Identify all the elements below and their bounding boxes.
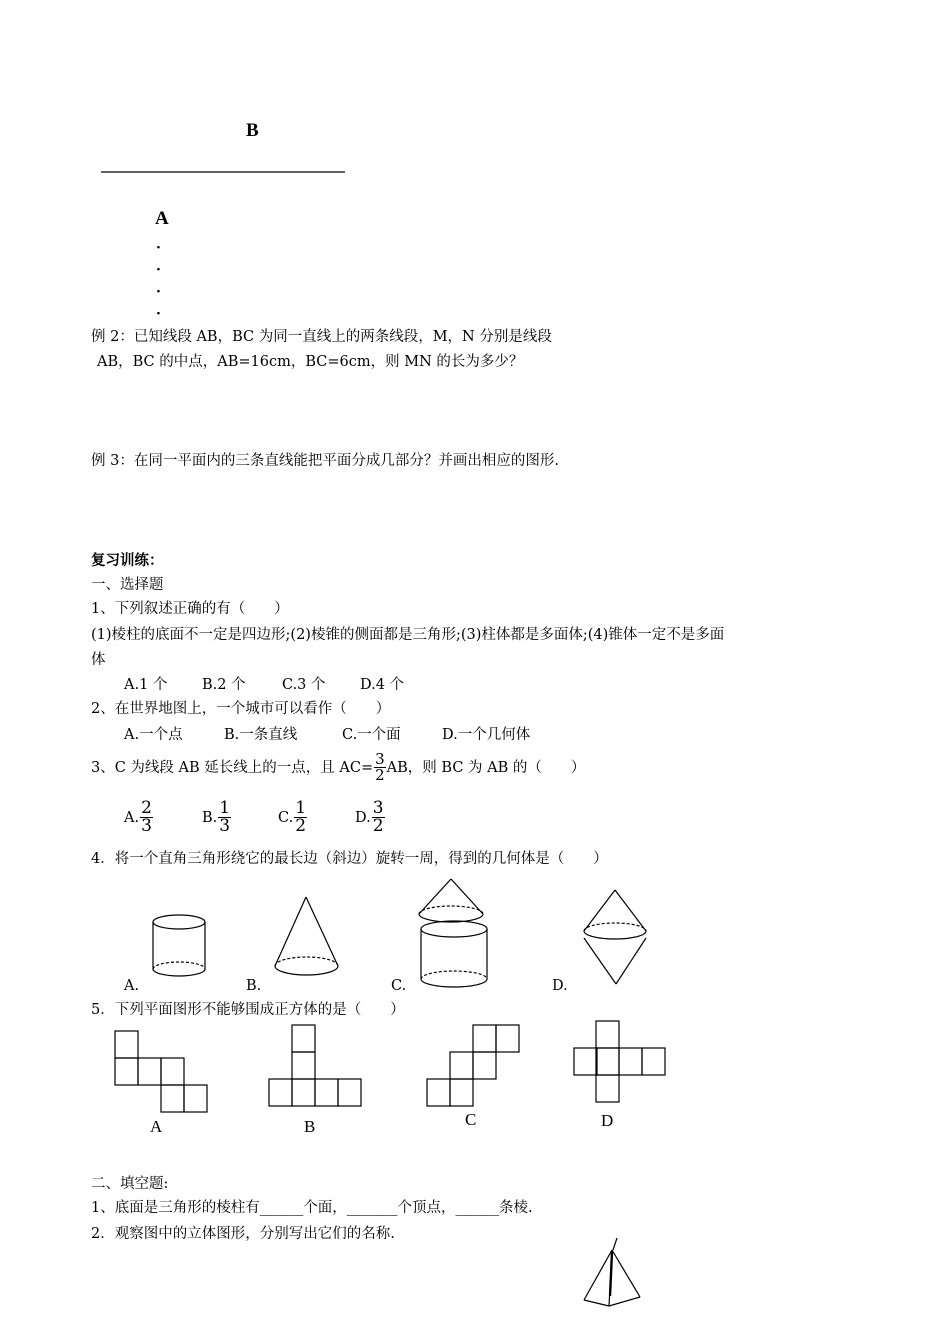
q1-stem: 1、下列叙述正确的有（ ）	[91, 601, 289, 617]
section2-title: 二、填空题:	[91, 1176, 169, 1192]
q4-label-b: B.	[246, 978, 262, 994]
q1-option-c: C.3 个	[282, 677, 326, 693]
dot-1: ·	[156, 240, 161, 256]
q3-stem-pre: 3、C 为线段 AB 延长线上的一点，且 AC=	[91, 759, 374, 776]
q5-label-a: A	[150, 1117, 163, 1136]
q5-label-c: C	[465, 1110, 477, 1129]
q4-label-d: D.	[552, 978, 568, 994]
q1-option-a: A.1 个	[124, 677, 168, 693]
q3-option-d-num: 3	[372, 798, 384, 818]
q3-option-a-num: 2	[141, 798, 152, 818]
review-title: 复习训练：	[91, 552, 164, 569]
section1-title: 一、选择题	[91, 577, 164, 593]
q3-option-b-den: 3	[219, 816, 231, 836]
fill2: 2．观察图中的立体图形，分别写出它们的名称.	[91, 1226, 395, 1242]
q3-option-b-letter: B.	[202, 809, 218, 826]
q3-option-d-letter: D.	[355, 809, 371, 826]
dot-2: ·	[156, 262, 161, 278]
example2-line2: AB，BC 的中点，AB=16cm，BC=6cm，则 MN 的长为多少？	[97, 354, 524, 370]
q3-option-c-num: 1	[295, 798, 307, 818]
example2-line1: 例 2：已知线段 AB，BC 为同一直线上的两条线段，M，N 分别是线段	[91, 329, 552, 345]
q2-option-b: B.一条直线	[224, 727, 298, 743]
fill1: 1、底面是三角形的棱柱有______个面，_______个顶点，______条棱.	[91, 1200, 533, 1216]
q1-option-b: B.2 个	[202, 677, 246, 693]
q3-option-a-letter: A.	[124, 809, 140, 826]
q3-stem-post: AB，则 BC 为 AB 的（ ）	[386, 759, 586, 776]
q3-option-c-den: 2	[295, 816, 307, 836]
q4-stem: 4．将一个直角三角形绕它的最长边（斜边）旋转一周，得到的几何体是（ ）	[91, 851, 608, 867]
q4-label-a: A.	[124, 978, 140, 994]
q2-stem: 2、在世界地图上，一个城市可以看作（ ）	[91, 701, 391, 717]
q1-line3: 体	[91, 652, 106, 668]
dot-4: ·	[156, 306, 161, 322]
dot-3: ·	[156, 284, 161, 300]
q3-frac-den: 2	[375, 766, 385, 784]
q2-option-d: D.一个几何体	[442, 727, 531, 743]
q3-option-a-den: 3	[141, 816, 152, 836]
q4-label-c: C.	[391, 978, 407, 994]
q3-frac-num: 3	[375, 750, 385, 768]
q5-label-b: B	[304, 1117, 316, 1136]
q3-option-d-den: 2	[372, 816, 384, 836]
q5-label-d: D	[601, 1111, 614, 1130]
point-a-label: A	[155, 208, 169, 229]
q3-option-b-num: 1	[219, 798, 231, 818]
q3-option-c-letter: C.	[278, 809, 294, 826]
point-b-label: B	[246, 120, 259, 141]
q1-line2: (1)棱柱的底面不一定是四边形;(2)棱锥的侧面都是三角形;(3)柱体都是多面体;(4)锥体一定不是多面	[91, 627, 725, 643]
q2-option-c: C.一个面	[342, 727, 401, 743]
q1-option-d: D.4 个	[360, 677, 405, 693]
q2-option-a: A.一个点	[124, 727, 183, 743]
example3-line1: 例 3：在同一平面内的三条直线能把平面分成几部分？并画出相应的图形.	[91, 453, 559, 469]
q5-stem: 5．下列平面图形不能够围成正方体的是（ ）	[91, 1002, 405, 1018]
